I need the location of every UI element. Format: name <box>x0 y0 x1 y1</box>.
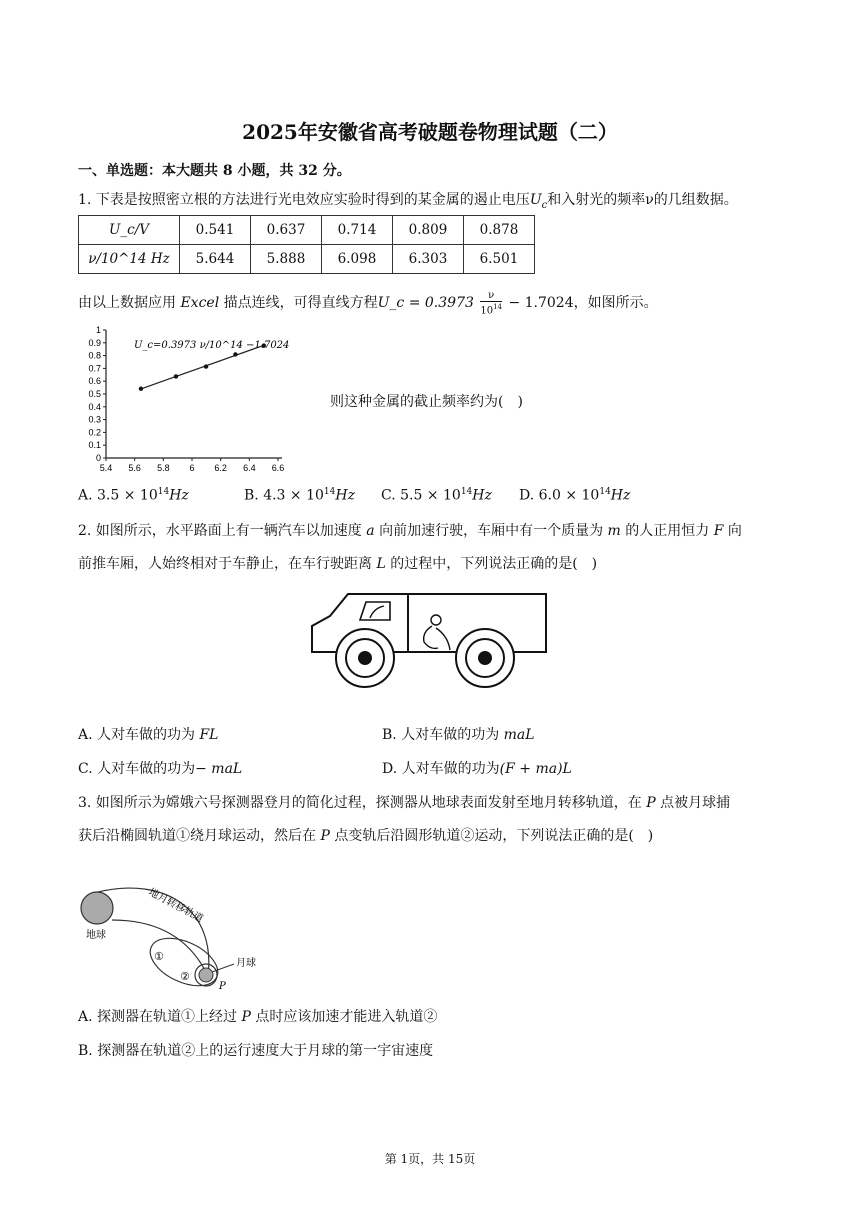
y-tick-label: 0.5 <box>88 389 101 399</box>
y-tick-label: 0.2 <box>88 427 101 438</box>
q3-option-a[interactable]: A. 探测器在轨道①上经过 P 点时应该加速才能进入轨道② <box>78 1009 438 1025</box>
y-tick-label: 0 <box>95 453 101 463</box>
chart-title: U_c=0.3973 ν/10^14 −1.7024 <box>134 340 290 351</box>
y-tick-label: 0.9 <box>88 337 101 348</box>
data-table <box>78 215 535 274</box>
q1-option-d[interactable]: D. $6.0 \times 10^{14}Hz$ <box>519 487 631 504</box>
x-tick-label: 5.6 <box>128 463 141 473</box>
svg-text:地月转移轨道: 地月转移轨道 <box>146 886 205 925</box>
truck-diagram <box>308 586 550 698</box>
moon-icon <box>199 968 213 982</box>
q2-option-d[interactable]: D. 人对车做的功为(F + ma)L <box>382 761 572 777</box>
x-tick-label: 6 <box>189 463 195 473</box>
y-tick-label: 0.3 <box>88 414 101 425</box>
section-heading: 一、单选题：本大题共 8 小题，共 32 分。 <box>78 163 351 179</box>
data-point <box>233 352 237 356</box>
x-tick-label: 6.2 <box>214 463 227 473</box>
q2-option-a[interactable]: A. 人对车做的功为 FL <box>78 727 219 743</box>
data-point <box>139 387 143 391</box>
q1-fit-line: 由以上数据应用 Excel 描点连线，可得直线方程U_c = 0.3973 $\frac{\nu}{10^{14}}$ − 1.7024，如图所示。 <box>78 290 658 317</box>
fit-line <box>141 345 264 389</box>
orbit-diagram <box>76 880 276 1000</box>
q1-stem: 1. 下表是按照密立根的方法进行光电效应实验时得到的某金属的遏止电压$U_c$和入射光的频率ν的几组数据。 <box>78 192 738 211</box>
page-footer: 第 1页，共 15页 <box>384 1152 476 1166</box>
svg-text:月球: 月球 <box>236 958 256 969</box>
x-tick-label: 6.4 <box>243 463 256 473</box>
svg-text:P: P <box>219 981 226 992</box>
q1-question: 则这种金属的截止频率约为( ) <box>330 394 523 410</box>
y-tick-label: 0.7 <box>88 363 101 374</box>
page-title: 2025年安徽省高考破题卷物理试题（二） <box>242 120 618 144</box>
x-tick-label: 5.4 <box>99 463 113 473</box>
x-tick-label: 5.8 <box>157 463 170 473</box>
q1-option-c[interactable]: C. $5.5 \times 10^{14}Hz$ <box>381 487 492 504</box>
data-point <box>204 364 208 368</box>
q2-stem-line2: 前推车厢，人始终相对于车静止，在车行驶距离 L 的过程中，下列说法正确的是( ) <box>78 556 598 572</box>
table-row: ν/10^14 Hz 5.644 5.888 6.098 6.303 6.501 <box>79 245 535 274</box>
y-tick-label: 0.1 <box>88 440 101 451</box>
q3-stem-line1: 3. 如图所示为嫦娥六号探测器登月的简化过程，探测器从地球表面发射至地月转移轨道，在 P 点被月球捕 <box>78 795 731 811</box>
svg-text:②: ② <box>180 970 190 983</box>
svg-text:①: ① <box>154 950 164 963</box>
svg-text:地球: 地球 <box>86 930 106 941</box>
q2-option-c[interactable]: C. 人对车做的功为− maL <box>78 761 243 777</box>
y-tick-label: 0.8 <box>88 350 101 361</box>
q3-stem-line2: 获后沿椭圆轨道①绕月球运动，然后在 P 点变轨后沿圆形轨道②运动，下列说法正确的是( ) <box>78 828 654 844</box>
table-row: U_c/V 0.541 0.637 0.714 0.809 0.878 <box>79 216 535 245</box>
y-tick-label: 1 <box>95 325 101 335</box>
q1-option-b[interactable]: B. $4.3 \times 10^{14}Hz$ <box>244 487 355 504</box>
q1-chart <box>78 322 318 478</box>
y-tick-label: 0.6 <box>88 376 101 387</box>
q1-option-a[interactable]: A. $3.5 \times 10^{14}Hz$ <box>78 487 189 504</box>
y-tick-label: 0.4 <box>88 401 101 412</box>
earth-icon <box>81 892 113 924</box>
x-tick-label: 6.6 <box>271 463 285 473</box>
q2-stem-line1: 2. 如图所示，水平路面上有一辆汽车以加速度 a 向前加速行驶，车厢中有一个质量为 m 的人正用恒力 F 向 <box>78 523 742 539</box>
q3-option-b[interactable]: B. 探测器在轨道②上的运行速度大于月球的第一宇宙速度 <box>78 1043 434 1059</box>
data-point <box>174 374 178 378</box>
q2-option-b[interactable]: B. 人对车做的功为 maL <box>382 727 535 743</box>
